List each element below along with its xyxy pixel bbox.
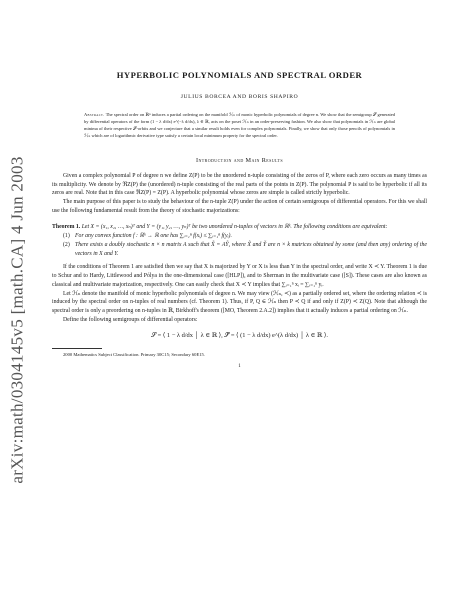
theorem-condition — [63, 241, 427, 259]
condition-number: (2) — [63, 241, 70, 248]
theorem-1 — [52, 223, 427, 232]
semigroup-formula: 𝒮 = ⟨ 1 − λ d/dx │ λ ∈ ℝ ⟩, 𝒮̃ = ⟨ (1 − λ d/dx) e^(λ d/dx) │ λ ∈ ℝ ⟩. — [151, 332, 328, 340]
abstract-text: The spectral order on ℝⁿ induces a partial ordering on the manifold ℋₙ of monic hyperbolic polynomials of degree n. We show that the semigroup 𝒮 generated by differential operators of the form (1 − λ d/dx) e^(−λ d/dx), λ ∈ ℝ, acts on the poset ℋₙ in an order-preserving fashion. We also show that polynomials in ℋₙ are global minima of their respective 𝒮-orbits and we conjecture that a similar result holds even for complex polynomials. Finally, we show that only those pencils of polynomials in ℋₙ which are of logarithmic derivative type satisfy a certain local minimum property for the spectral order. — [84, 112, 395, 138]
theorem-label: Theorem 1. — [52, 224, 81, 231]
footnote: 2000 Mathematics Subject Classification. Primary 30C15; Secondary 60E15. — [63, 352, 206, 358]
theorem-statement: Let X = (x₁, x₂, …, xₙ)ᵀ and Y = (y₁, y₂, …, yₙ)ᵀ be two unordered n-tuples of vectors in ℝᵏ. The following conditions are equivalent: — [81, 224, 388, 231]
arxiv-stamp-text: arXiv:math/0304145v5 [math.CA] 4 Jun 2003 — [8, 156, 27, 484]
condition-number: (1) — [63, 233, 70, 240]
paragraph-poset: Let ℋₙ denote the manifold of monic hyperbolic polynomials of degree n. We may view (ℋₙ, ≺) as a partially ordered set, where the ordering relation ≺ is induced by the spectral order on n-tuples of real numbers (cf. Theorem 1). Thus, if P, Q ∈ ℋₙ then P ≺ Q if and only if Z(P) ≺ Z(Q). Note that although the spectral order is only a preordering on n-tuples in ℝ, Birkhoff's theorem ([MO, Theorem 2.A.2]) implies that it actually induces a partial ordering on ℋₙ. — [52, 290, 427, 315]
paper-authors: JULIUS BORCEA AND BORIS SHAPIRO — [180, 94, 299, 100]
arxiv-stamp — [6, 50, 30, 590]
theorem-condition — [63, 232, 427, 241]
condition-text: For any convex function f : ℝᵏ → ℝ one has ∑ᵢ₌₁ⁿ f(xᵢ) ≤ ∑ᵢ₌₁ⁿ f(yᵢ). — [75, 233, 232, 240]
paper-title: HYPERBOLIC POLYNOMIALS AND SPECTRAL ORDER — [116, 70, 363, 80]
abstract-label: Abstract. — [84, 112, 105, 117]
paragraph-purpose: The main purpose of this paper is to study the behaviour of the n-tuple Z(P) under the action of certain semigroups of differential operators. For this we shall use the following fundamental result from the theory of stochastic majorizations: — [52, 199, 427, 215]
paper-page — [52, 70, 427, 369]
section-title: Introduction and Main Results — [196, 156, 283, 164]
abstract — [84, 112, 395, 140]
page-number: 1 — [238, 364, 241, 370]
paragraph-intro: Given a complex polynomial P of degree n we define Z(P) to be the unordered n-tuple consisting of the zeros of P, where each zero occurs as many times as its multiplicity. We denote by ℜZ(P) the (unordered) n-tuple consisting of the real parts of the points in Z(P). The polynomial P is said to be hyperbolic if all its zeros are real. Note that in this case ℜZ(P) = Z(P). A hyperbolic polynomial whose zeros are simple is called strictly hyperbolic. — [52, 172, 427, 197]
paragraph-majorization: If the conditions of Theorem 1 are satisfied then we say that X is majorized by Y or X is less than Y in the spectral order, and write X ≺ Y. Theorem 1 is due to Schur and to Hardy, Littlewood and Pólya in the one-dimensional case ([HLP]), and to Sherman in the multivariate case ([S]). These cases are also known as classical and multivariate majorization, respectively. One can easily check that X ≺ Y implies that ∑ᵢ₌₁ⁿ xᵢ = ∑ᵢ₌₁ⁿ yᵢ. — [52, 263, 427, 288]
theorem-conditions — [63, 232, 427, 259]
footnote-rule — [52, 348, 102, 349]
paragraph-semigroups: Define the following semigroups of differential operators: — [63, 317, 198, 324]
condition-text: There exists a doubly stochastic n × n matrix A such that X̃ = AỸ, where X̃ and Ỹ are n × k matrices obtained by some (and then any) ordering of the vectors in X and Y. — [75, 241, 427, 257]
